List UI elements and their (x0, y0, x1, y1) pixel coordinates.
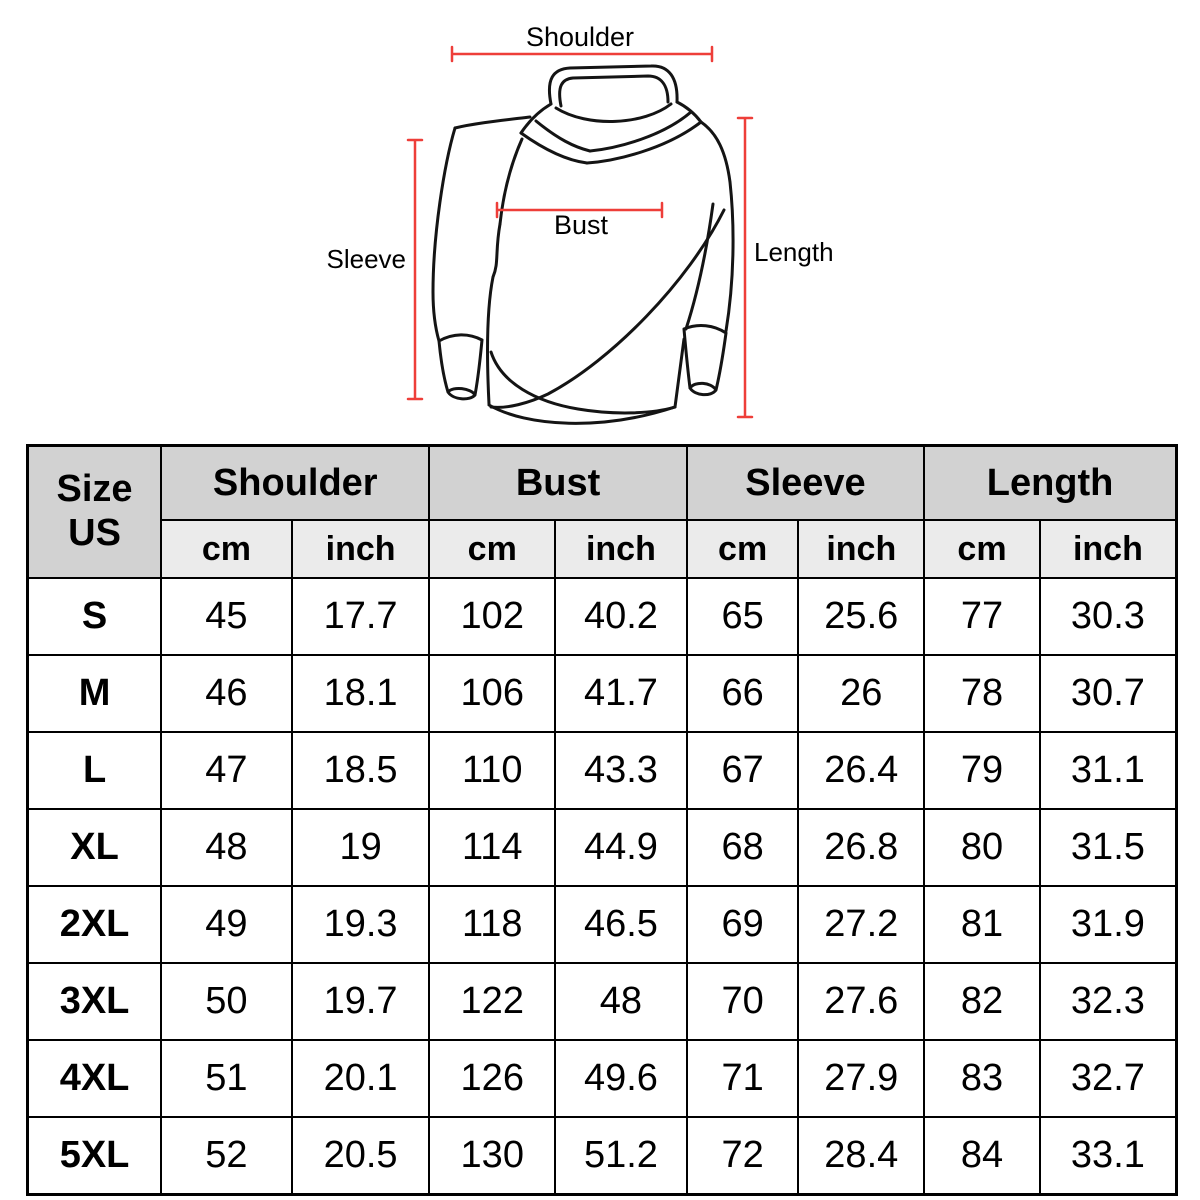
sleeve-column-header: Sleeve (687, 446, 924, 521)
unit-header-inch: inch (555, 520, 687, 578)
table-cell: 19.3 (292, 886, 430, 963)
table-cell: 30.7 (1040, 655, 1177, 732)
sleeve-measure-line (408, 140, 422, 399)
table-cell: 25.6 (798, 578, 924, 655)
size-label-cell: XL (28, 809, 162, 886)
table-cell: 51 (161, 1040, 292, 1117)
table-cell: 48 (555, 963, 687, 1040)
table-cell: 130 (429, 1117, 555, 1195)
hem-curve (489, 405, 675, 423)
table-cell: 27.6 (798, 963, 924, 1040)
unit-header-cm: cm (687, 520, 799, 578)
table-cell: 106 (429, 655, 555, 732)
size-region-text: US (68, 512, 121, 554)
table-cell: 26 (798, 655, 924, 732)
table-row-xl (28, 809, 1177, 886)
size-label-cell: L (28, 732, 162, 809)
table-cell: 27.2 (798, 886, 924, 963)
left-shoulder-edge (455, 117, 530, 128)
table-cell: 71 (687, 1040, 799, 1117)
table-cell: 31.1 (1040, 732, 1177, 809)
table-cell: 33.1 (1040, 1117, 1177, 1195)
table-cell: 41.7 (555, 655, 687, 732)
hood-drape-outer-right (587, 122, 701, 163)
unit-header-row (28, 520, 1177, 578)
table-cell: 30.3 (1040, 578, 1177, 655)
table-cell: 78 (924, 655, 1040, 732)
unit-header-inch: inch (1040, 520, 1177, 578)
right-sleeve-outer (701, 122, 733, 331)
table-cell: 45 (161, 578, 292, 655)
table-row-3xl (28, 963, 1177, 1040)
hood-rim-inner (560, 76, 668, 106)
table-cell: 70 (687, 963, 799, 1040)
length-column-header: Length (924, 446, 1176, 521)
table-cell: 114 (429, 809, 555, 886)
table-cell: 18.5 (292, 732, 430, 809)
length-measure-label: Length (754, 237, 834, 267)
table-cell: 48 (161, 809, 292, 886)
table-row-2xl (28, 886, 1177, 963)
table-cell: 72 (687, 1117, 799, 1195)
bust-column-header: Bust (429, 446, 686, 521)
table-cell: 31.5 (1040, 809, 1177, 886)
shoulder-measure-label: Shoulder (525, 22, 635, 52)
left-body-edge (488, 224, 500, 404)
table-cell: 82 (924, 963, 1040, 1040)
size-chart-body (28, 578, 1177, 1195)
unit-header-cm: cm (161, 520, 292, 578)
table-cell: 31.9 (1040, 886, 1177, 963)
table-cell: 50 (161, 963, 292, 1040)
table-cell: 32.3 (1040, 963, 1177, 1040)
table-row-m (28, 655, 1177, 732)
right-cuff (684, 326, 726, 395)
table-cell: 19.7 (292, 963, 430, 1040)
sleeve-measure-label: Sleeve (326, 244, 406, 274)
size-label-cell: 3XL (28, 963, 162, 1040)
size-chart-table (26, 444, 1178, 1196)
table-cell: 126 (429, 1040, 555, 1117)
bust-measure-label: Bust (553, 210, 609, 240)
table-cell: 67 (687, 732, 799, 809)
hoodie-outline (433, 66, 733, 423)
unit-header-cm: cm (429, 520, 555, 578)
table-cell: 20.5 (292, 1117, 430, 1195)
table-row-4xl (28, 1040, 1177, 1117)
table-cell: 28.4 (798, 1117, 924, 1195)
size-label-cell: S (28, 578, 162, 655)
table-cell: 51.2 (555, 1117, 687, 1195)
table-cell: 18.1 (292, 655, 430, 732)
table-cell: 44.9 (555, 809, 687, 886)
table-cell: 77 (924, 578, 1040, 655)
table-cell: 81 (924, 886, 1040, 963)
hoodie-diagram-svg (0, 0, 1200, 445)
table-cell: 49 (161, 886, 292, 963)
table-row-s (28, 578, 1177, 655)
table-cell: 26.8 (798, 809, 924, 886)
table-cell: 68 (687, 809, 799, 886)
unit-header-inch: inch (798, 520, 924, 578)
size-chart-header (28, 446, 1177, 579)
table-cell: 19 (292, 809, 430, 886)
table-cell: 52 (161, 1117, 292, 1195)
table-cell: 17.7 (292, 578, 430, 655)
left-sleeve-outer (433, 128, 455, 341)
table-cell: 66 (687, 655, 799, 732)
right-body-edge (675, 339, 684, 407)
table-cell: 49.6 (555, 1040, 687, 1117)
table-row-l (28, 732, 1177, 809)
table-cell: 102 (429, 578, 555, 655)
table-cell: 79 (924, 732, 1040, 809)
table-cell: 65 (687, 578, 799, 655)
length-measure-line (738, 118, 752, 417)
table-cell: 80 (924, 809, 1040, 886)
table-cell: 69 (687, 886, 799, 963)
table-cell: 40.2 (555, 578, 687, 655)
table-cell: 20.1 (292, 1040, 430, 1117)
size-label-cell: 5XL (28, 1117, 162, 1195)
size-header-text: Size (56, 468, 133, 511)
size-label-cell: M (28, 655, 162, 732)
table-cell: 27.9 (798, 1040, 924, 1117)
table-cell: 46.5 (555, 886, 687, 963)
table-cell: 118 (429, 886, 555, 963)
table-cell: 32.7 (1040, 1040, 1177, 1117)
table-cell: 83 (924, 1040, 1040, 1117)
size-us-header-cell (28, 446, 162, 579)
size-label-cell: 2XL (28, 886, 162, 963)
table-cell: 43.3 (555, 732, 687, 809)
table-row-5xl (28, 1117, 1177, 1195)
unit-header-cm: cm (924, 520, 1040, 578)
group-header-row (28, 446, 1177, 521)
table-cell: 122 (429, 963, 555, 1040)
table-cell: 46 (161, 655, 292, 732)
hood-rim-outer (549, 66, 677, 104)
size-label-cell: 4XL (28, 1040, 162, 1117)
shoulder-column-header: Shoulder (161, 446, 429, 521)
unit-header-inch: inch (292, 520, 430, 578)
left-cuff (439, 335, 482, 399)
table-cell: 26.4 (798, 732, 924, 809)
table-cell: 47 (161, 732, 292, 809)
table-cell: 84 (924, 1117, 1040, 1195)
hoodie-measurement-diagram (0, 0, 1200, 445)
hood-collar-opening (556, 104, 671, 121)
table-cell: 110 (429, 732, 555, 809)
